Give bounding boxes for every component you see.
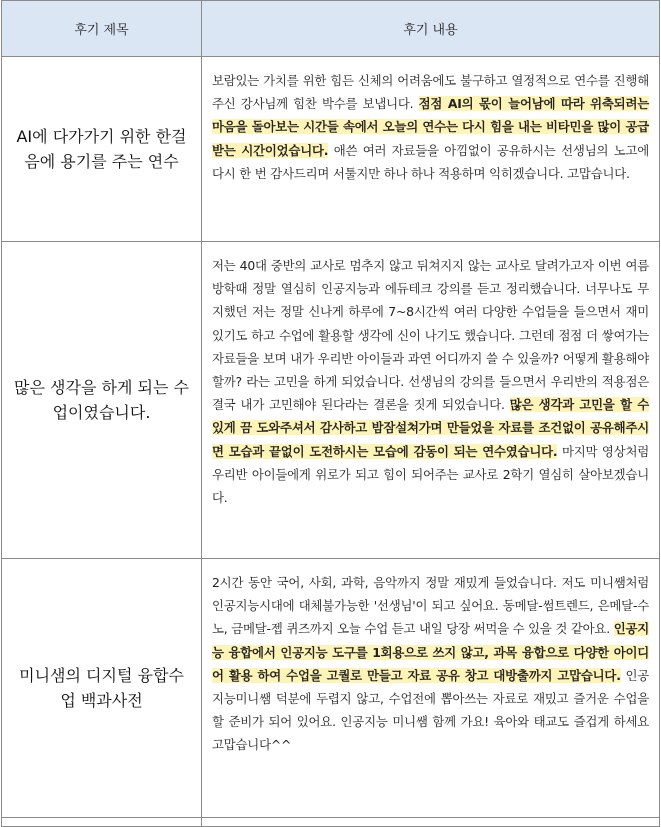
review-title: 미니샘의 디지털 융합수업 백과사전 bbox=[2, 559, 202, 818]
review-text: 인공지능미니쌤 덕분에 두렵지 않고, 수업전에 뽑아쓰는 자료로 재밌고 즐거운 수업을 할 준비가 되어 있어요. 인공지능 미니쌤 함께 가요! 육아와 태교도 즐겁게 하세요 고맙습니다^^ bbox=[212, 667, 649, 753]
review-text: 보람있는 가치를 위한 힘든 신체의 어려움에도 불구하고 열정적으로 연수를 진행해주신 강사님께 힘찬 박수를 보냅니다. bbox=[212, 73, 649, 112]
table-row bbox=[2, 242, 660, 559]
header-content: 후기 내용 bbox=[202, 1, 660, 57]
review-title: 많은 생각을 하게 되는 수업이였습니다. bbox=[2, 242, 202, 559]
review-text: 애쓴 여러 자료들을 아낌없이 공유하시는 선생님의 노고에 다시 한 번 감사드리며 서툴지만 하나 하나 적용하며 익히겠습니다. 고맙습니다. bbox=[212, 142, 650, 181]
review-highlight: 많은 생각과 고민을 할 수 있게 끔 도와주셔서 감사하고 밤잠설쳐가며 만들었을 자료를 조건없이 공유해주시면 모습과 끝없이 도전하시는 모습에 감동이 되는 연수였습니다. bbox=[212, 397, 649, 459]
review-content bbox=[202, 57, 660, 242]
review-highlight: 인공지능 융합에서 인공지능 도구를 1회용으로 쓰지 않고, 과목 융합으로 다양한 아이디어 활용 하여 수업을 고퀄로 만들고 자료 공유 창고 대방출까지 고맙습니다. bbox=[212, 621, 649, 683]
table-row-partial bbox=[2, 818, 660, 827]
review-text: 저는 40대 중반의 교사로 멈추지 않고 뒤쳐지지 않는 교사로 달려가고자 이번 여름방학때 정말 열심히 인공지능과 에듀테크 강의를 듣고 정리했습니다. 너무나도 무지했던 저는 정말 신나게 하루에 7~8시간씩 여러 다양한 수업들을 들으면서 재미있기도 하고 수업에 활용할 생각에 신이 나기도 했습니다. 그런데 점점 더 쌓여가는 자료들을 보며 내가 우리반 아이들과 과연 어디까지 쓸 수 있을까? 어떻게 활용해야 할까? 라는 고민을 하게 되었습니다. 선생님의 강의를 들으면서 우리반의 적용점은 결국 내가 고민해야 된다라는 결론을 짓게 되었습니다. bbox=[212, 258, 649, 413]
review-text: 마지막 영상처럼 우리반 아이들에게 위로가 되고 힘이 되어주는 교사로 2학기 열심히 살아보겠습니다. bbox=[212, 443, 649, 506]
empty-cell bbox=[202, 818, 660, 827]
review-content bbox=[202, 559, 660, 818]
review-title: AI에 다가가기 위한 한걸음에 용기를 주는 연수 bbox=[2, 57, 202, 242]
header-row bbox=[2, 1, 660, 57]
review-text: 2시간 동안 국어, 사회, 과학, 음악까지 정말 재밌게 들었습니다. 저도 미니쌤처럼 인공지능시대에 대체불가능한 '선생님'이 되고 싶어요. 동메달-썸트렌드, 은메달-수노, 금메달-젭 퀴즈까지 오늘 수업 듣고 내일 당장 써먹을 수 있을 것 같아요. bbox=[212, 575, 649, 637]
table-row bbox=[2, 57, 660, 242]
header-title: 후기 제목 bbox=[2, 1, 202, 57]
review-table bbox=[1, 0, 660, 827]
review-highlight: 점점 AI의 몫이 늘어남에 따라 위축되려는 마음을 돌아보는 시간들 속에서 오늘의 연수는 다시 힘을 내는 비타민을 많이 공급받는 시간이었습니다. bbox=[212, 96, 649, 158]
empty-cell bbox=[2, 818, 202, 827]
review-content bbox=[202, 242, 660, 559]
table-row bbox=[2, 559, 660, 818]
